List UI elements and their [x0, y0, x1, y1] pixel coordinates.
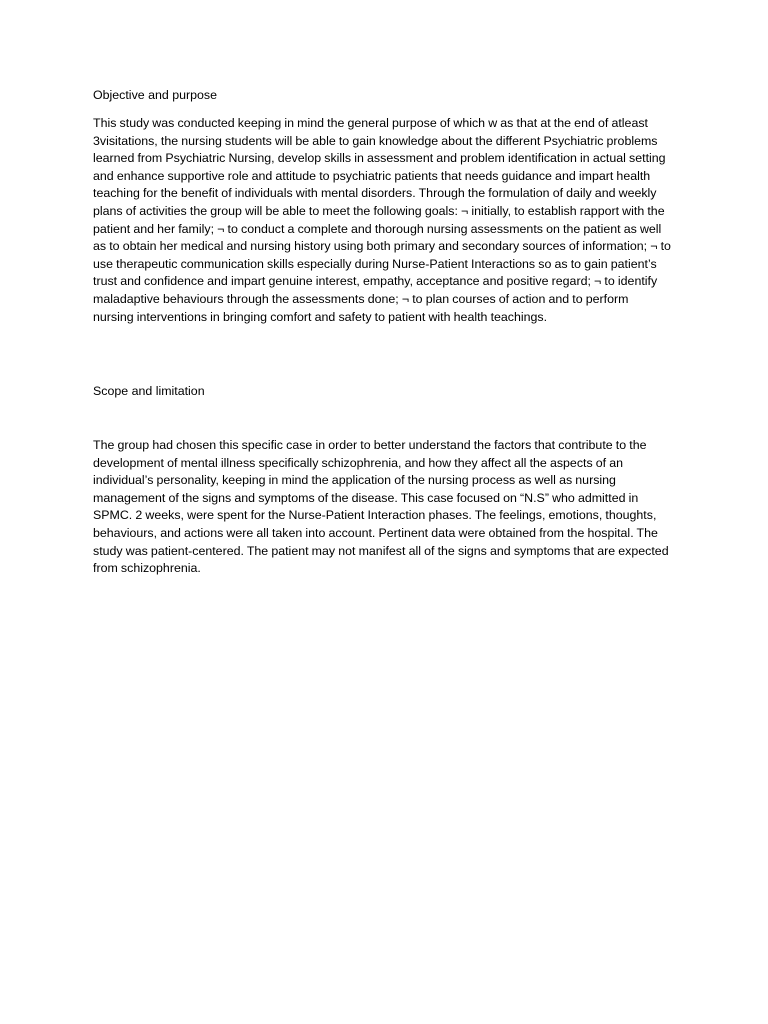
- section-body-scope: The group had chosen this specific case in order to better understand the factors that contribute to the development of mental illness specifically schizophrenia, and how they affect all the aspects of an individual’s personality, keeping in mind the application of the nursing process as well as nursing management of the signs and symptoms of the disease. This case focused on “N.S” who admitted in SPMC. 2 weeks, were spent for the Nurse-Patient Interaction phases. The feelings, emotions, thoughts, behaviours, and actions were all taken into account. Pertinent data were obtained from the hospital. The study was patient-centered. The patient may not manifest all of the signs and symptoms that are expected from schizophrenia.: [93, 438, 669, 576]
- section-heading-objective: Objective and purpose: [93, 88, 217, 102]
- section-heading-scope: Scope and limitation: [93, 384, 205, 398]
- section-body-objective: This study was conducted keeping in mind the general purpose of which w as that at the end of atleast 3visitations, the nursing students will be able to gain knowledge about the different Psychiatric problems learned from Psychiatric Nursing, develop skills in assessment and problem identification in actual setting and enhance supportive role and attitude to psychiatric patients that needs guidance and impart health teaching for the benefit of individuals with mental disorders. Through the formulation of daily and weekly plans of activities the group will be able to meet the following goals: ¬ initially, to establish rapport with the patient and her family; ¬ to conduct a complete and thorough nursing assessments on the patient as well as to obtain her medical and nursing history using both primary and secondary sources of information; ¬ to use therapeutic communication skills especially during Nurse-Patient Interactions so as to gain patient’s trust and confidence and impart genuine interest, empathy, acceptance and positive regard; ¬ to identify maladaptive behaviours through the assessments done; ¬ to plan courses of action and to perform nursing interventions in bringing comfort and safety to patient with health teachings.: [93, 116, 671, 324]
